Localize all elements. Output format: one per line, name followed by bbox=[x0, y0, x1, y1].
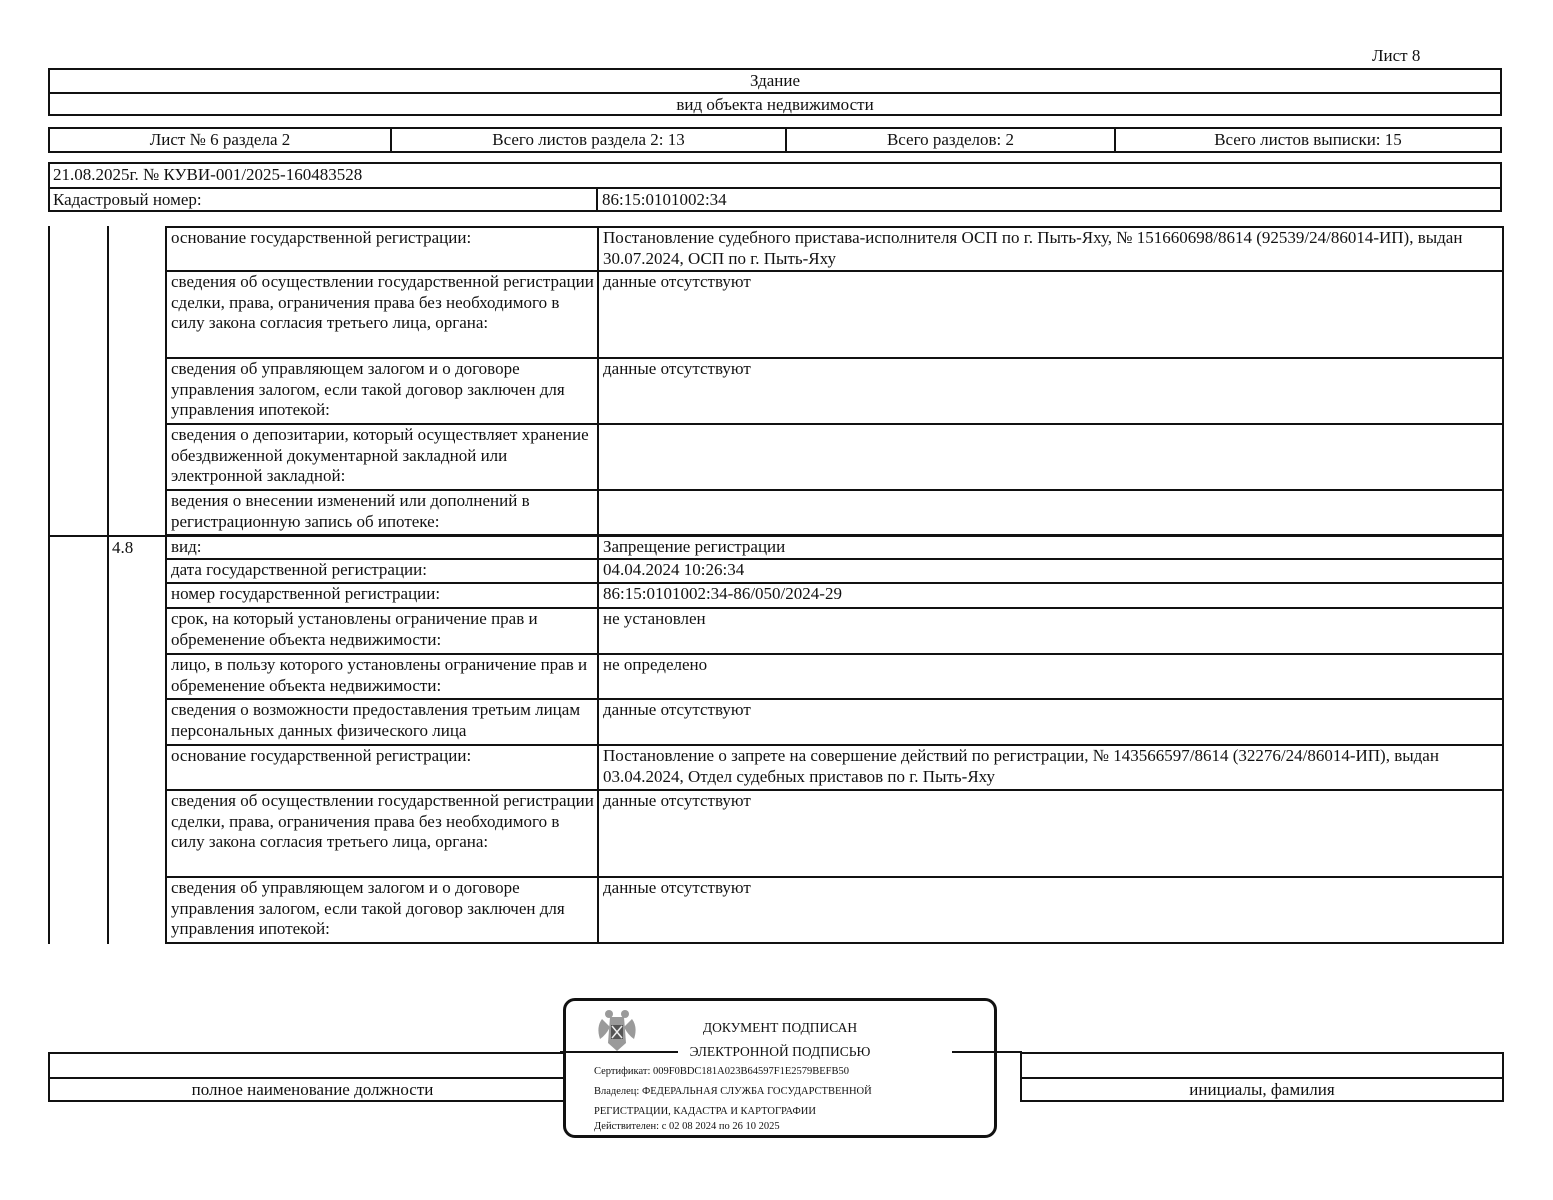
extract-meta bbox=[48, 162, 1502, 212]
row-value: данные отсутствуют bbox=[603, 272, 751, 291]
sheet-of-section: Лист № 6 раздела 2 bbox=[50, 129, 392, 151]
row-value: данные отсутствуют bbox=[603, 791, 751, 810]
stamp-rule bbox=[952, 1051, 1022, 1053]
object-type-caption: вид объекта недвижимости bbox=[50, 92, 1500, 116]
position-caption: полное наименование должности bbox=[50, 1077, 575, 1102]
table-row bbox=[165, 878, 1504, 944]
row-label: срок, на который установлены ограничение прав и обременение объекта недвижимости: bbox=[167, 609, 599, 653]
table-row bbox=[165, 700, 1504, 746]
row-value: данные отсутствуют bbox=[603, 700, 751, 719]
table-row bbox=[165, 655, 1504, 700]
stamp-rule bbox=[560, 1051, 678, 1053]
table-row bbox=[165, 791, 1504, 878]
cadastral-number-label: Кадастровый номер: bbox=[50, 189, 598, 212]
row-label: сведения об управляющем залогом и о договоре управления залогом, если такой договор заключен для управления ипотекой: bbox=[167, 878, 599, 942]
row-value bbox=[599, 425, 1502, 489]
row-value: 86:15:0101002:34-86/050/2024-29 bbox=[603, 584, 842, 603]
total-sheets-extract: Всего листов выписки: 15 bbox=[1214, 130, 1402, 149]
row-label: вид: bbox=[167, 537, 599, 558]
row-label: сведения об управляющем залогом и о договоре управления залогом, если такой договор заключен для управления ипотекой: bbox=[167, 359, 599, 423]
section-48-rows bbox=[165, 535, 1504, 944]
object-name: Здание bbox=[749, 71, 801, 90]
stamp-title-line1: ДОКУМЕНТ ПОДПИСАН bbox=[702, 1020, 858, 1035]
table-row bbox=[165, 560, 1504, 584]
stamp-validity: Действителен: с 02 08 2024 по 26 10 2025 bbox=[594, 1121, 780, 1132]
table-row bbox=[165, 746, 1504, 791]
table-left-border bbox=[48, 226, 50, 944]
row-label: сведения об осуществлении государственной регистрации сделки, права, ограничения права без необходимого в силу закона согласия третьего лица, органа: bbox=[167, 272, 599, 357]
row-value: не определено bbox=[603, 655, 708, 674]
row-label: дата государственной регистрации: bbox=[167, 560, 599, 582]
sheet-number: Лист 8 bbox=[1372, 46, 1421, 65]
table-row bbox=[165, 584, 1504, 609]
object-header bbox=[48, 68, 1502, 116]
row-label: сведения о депозитарии, который осуществляет хранение обездвиженной документарной закладной или электронной закладной: bbox=[167, 425, 599, 489]
position-field bbox=[48, 1052, 575, 1102]
sheet-info-bar bbox=[48, 127, 1502, 153]
name-field bbox=[1020, 1052, 1504, 1102]
row-value: не установлен bbox=[603, 609, 706, 628]
row-label: сведения о возможности предоставления третьим лицам персональных данных физического лица bbox=[167, 700, 599, 744]
table-row bbox=[165, 226, 1504, 272]
electronic-signature-stamp bbox=[563, 998, 997, 1138]
row-value: данные отсутствуют bbox=[603, 878, 751, 897]
continued-rows bbox=[165, 226, 1504, 536]
row-label: лицо, в пользу которого установлены ограничение прав и обременение объекта недвижимости: bbox=[167, 655, 599, 698]
table-row bbox=[165, 609, 1504, 655]
table-number-column-border bbox=[107, 226, 109, 944]
row-value: Постановление о запрете на совершение действий по регистрации, № 143566597/8614 (32276/24/86014-ИП), выдан 03.04.2024, Отдел судебных приставов по г. Пыть-Яху bbox=[603, 746, 1439, 786]
row-value: Запрещение регистрации bbox=[603, 537, 786, 556]
row-label: сведения об осуществлении государственной регистрации сделки, права, ограничения права без необходимого в силу закона согласия третьего лица, органа: bbox=[167, 791, 599, 876]
table-row bbox=[165, 272, 1504, 359]
row-value: данные отсутствуют bbox=[603, 359, 751, 378]
cadastral-number-value: 86:15:0101002:34 bbox=[602, 190, 727, 209]
section-separator bbox=[48, 535, 167, 537]
stamp-certificate: Сертификат: 009F0BDC181A023B64597F1E2579BEFB50 bbox=[594, 1066, 850, 1077]
table-row bbox=[165, 359, 1504, 425]
row-label: основание государственной регистрации: bbox=[167, 228, 599, 270]
total-sections: Всего разделов: 2 bbox=[787, 129, 1116, 151]
row-value: 04.04.2024 10:26:34 bbox=[603, 560, 745, 579]
table-row bbox=[165, 425, 1504, 491]
stamp-owner-line2: РЕГИСТРАЦИИ, КАДАСТРА И КАРТОГРАФИИ bbox=[594, 1106, 816, 1117]
section-number: 4.8 bbox=[112, 538, 134, 557]
total-sheets-section: Всего листов раздела 2: 13 bbox=[392, 129, 787, 151]
stamp-title-line2: ЭЛЕКТРОННОЙ ПОДПИСЬЮ bbox=[689, 1044, 871, 1059]
row-label: ведения о внесении изменений или дополнений в регистрационную запись об ипотеке: bbox=[167, 491, 599, 534]
table-row bbox=[165, 491, 1504, 536]
table-row bbox=[165, 535, 1504, 560]
extract-date-number: 21.08.2025г. № КУВИ-001/2025-160483528 bbox=[50, 164, 1500, 189]
row-label: основание государственной регистрации: bbox=[167, 746, 599, 789]
row-label: номер государственной регистрации: bbox=[167, 584, 599, 607]
stamp-owner-line1: Владелец: ФЕДЕРАЛЬНАЯ СЛУЖБА ГОСУДАРСТВЕННОЙ bbox=[594, 1086, 872, 1097]
row-value bbox=[599, 491, 1502, 534]
row-value: Постановление судебного пристава-исполнителя ОСП по г. Пыть-Яху, № 151660698/8614 (92539/24/86014-ИП), выдан 30.07.2024, ОСП по г. Пыть-Яху bbox=[603, 228, 1463, 268]
name-caption: инициалы, фамилия bbox=[1022, 1077, 1502, 1102]
